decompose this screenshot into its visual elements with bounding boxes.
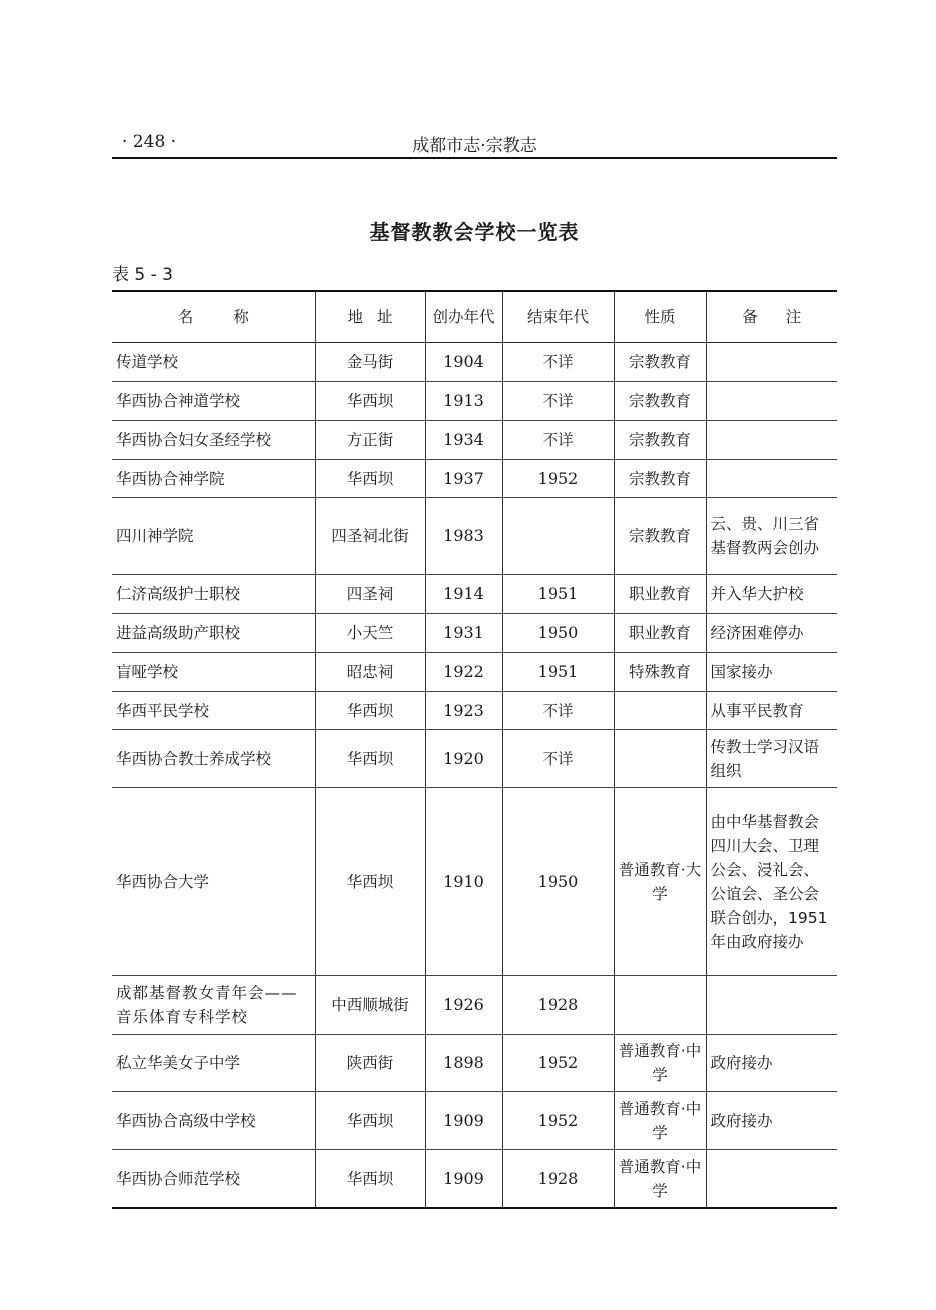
page-number: · 248 ·	[122, 132, 177, 152]
cell-note	[706, 976, 837, 1035]
table-row	[112, 1092, 837, 1150]
cell-note	[706, 382, 837, 421]
table-number: 表 5 - 3	[112, 265, 173, 285]
column-header-nature: 性质	[614, 291, 706, 343]
cell-address: 华西坝	[315, 1092, 425, 1150]
cell-name: 华西协合师范学校	[112, 1150, 315, 1209]
table-row	[112, 1035, 837, 1092]
cell-ended: 1928	[502, 1150, 614, 1209]
column-header-note: 备注	[706, 291, 837, 343]
table-row	[112, 575, 837, 614]
cell-nature	[614, 730, 706, 788]
cell-address: 华西坝	[315, 1150, 425, 1209]
cell-nature: 普通教育·大学	[614, 788, 706, 976]
table-title: 基督教教会学校一览表	[369, 220, 580, 244]
cell-founded: 1926	[425, 976, 502, 1035]
schools-table	[112, 290, 837, 1209]
cell-founded: 1909	[425, 1092, 502, 1150]
header-rule	[112, 157, 837, 159]
table-row	[112, 498, 837, 575]
cell-nature	[614, 976, 706, 1035]
cell-nature: 普通教育·中学	[614, 1035, 706, 1092]
cell-founded: 1909	[425, 1150, 502, 1209]
running-header	[112, 128, 837, 158]
table-row	[112, 1150, 837, 1209]
cell-founded: 1934	[425, 421, 502, 460]
cell-note	[706, 460, 837, 498]
cell-ended: 1952	[502, 460, 614, 498]
cell-founded: 1910	[425, 788, 502, 976]
cell-ended: 1950	[502, 614, 614, 653]
cell-address: 小天竺	[315, 614, 425, 653]
cell-name: 四川神学院	[112, 498, 315, 575]
table-row	[112, 788, 837, 976]
cell-founded: 1914	[425, 575, 502, 614]
column-header-address: 地址	[315, 291, 425, 343]
table-row	[112, 692, 837, 730]
cell-name: 盲哑学校	[112, 653, 315, 692]
cell-address: 昭忠祠	[315, 653, 425, 692]
cell-ended: 1951	[502, 575, 614, 614]
cell-ended: 1952	[502, 1092, 614, 1150]
cell-ended: 不详	[502, 382, 614, 421]
cell-founded: 1898	[425, 1035, 502, 1092]
table-row	[112, 653, 837, 692]
table-row	[112, 382, 837, 421]
cell-name: 华西协合教士养成学校	[112, 730, 315, 788]
cell-ended: 不详	[502, 692, 614, 730]
cell-address: 四圣祠北街	[315, 498, 425, 575]
cell-name: 进益高级助产职校	[112, 614, 315, 653]
cell-ended: 不详	[502, 421, 614, 460]
book-title: 成都市志·宗教志	[412, 136, 537, 156]
cell-name: 华西协合神道学校	[112, 382, 315, 421]
cell-ended: 1951	[502, 653, 614, 692]
cell-address: 华西坝	[315, 788, 425, 976]
cell-name: 私立华美女子中学	[112, 1035, 315, 1092]
cell-note	[706, 343, 837, 382]
cell-address: 金马街	[315, 343, 425, 382]
cell-note: 政府接办	[706, 1035, 837, 1092]
column-header-name: 名称	[112, 291, 315, 343]
column-header-ended: 结束年代	[502, 291, 614, 343]
cell-nature: 宗教教育	[614, 343, 706, 382]
cell-address: 华西坝	[315, 460, 425, 498]
cell-note: 由中华基督教会四川大会、卫理公会、浸礼会、公谊会、圣公会联合创办，1951 年由政府接办	[706, 788, 837, 976]
cell-address: 陕西街	[315, 1035, 425, 1092]
cell-address: 四圣祠	[315, 575, 425, 614]
cell-founded: 1904	[425, 343, 502, 382]
cell-address: 华西坝	[315, 382, 425, 421]
cell-name: 华西协合神学院	[112, 460, 315, 498]
table-row	[112, 343, 837, 382]
cell-ended: 1928	[502, 976, 614, 1035]
cell-address: 中西顺城街	[315, 976, 425, 1035]
cell-name: 仁济高级护士职校	[112, 575, 315, 614]
cell-note	[706, 1150, 837, 1209]
cell-note: 并入华大护校	[706, 575, 837, 614]
cell-address: 华西坝	[315, 730, 425, 788]
cell-nature: 普通教育·中学	[614, 1092, 706, 1150]
cell-ended: 不详	[502, 730, 614, 788]
cell-note: 传教士学习汉语组织	[706, 730, 837, 788]
cell-nature	[614, 692, 706, 730]
cell-ended: 1950	[502, 788, 614, 976]
cell-founded: 1923	[425, 692, 502, 730]
cell-note: 从事平民教育	[706, 692, 837, 730]
cell-founded: 1983	[425, 498, 502, 575]
cell-nature: 职业教育	[614, 575, 706, 614]
cell-name: 华西平民学校	[112, 692, 315, 730]
cell-note	[706, 421, 837, 460]
cell-name: 华西协合妇女圣经学校	[112, 421, 315, 460]
table-row	[112, 730, 837, 788]
cell-note: 经济困难停办	[706, 614, 837, 653]
cell-ended: 1952	[502, 1035, 614, 1092]
cell-founded: 1913	[425, 382, 502, 421]
cell-nature: 宗教教育	[614, 421, 706, 460]
cell-address: 华西坝	[315, 692, 425, 730]
column-header-founded: 创办年代	[425, 291, 502, 343]
cell-address: 方正街	[315, 421, 425, 460]
table-row	[112, 976, 837, 1035]
cell-nature: 宗教教育	[614, 460, 706, 498]
cell-nature: 普通教育·中学	[614, 1150, 706, 1209]
cell-name: 成都基督教女青年会——音乐体育专科学校	[112, 976, 315, 1035]
cell-note: 国家接办	[706, 653, 837, 692]
table-row	[112, 614, 837, 653]
cell-name: 华西协合高级中学校	[112, 1092, 315, 1150]
cell-note: 政府接办	[706, 1092, 837, 1150]
cell-nature: 职业教育	[614, 614, 706, 653]
cell-ended: 不详	[502, 343, 614, 382]
cell-name: 华西协合大学	[112, 788, 315, 976]
table-row	[112, 460, 837, 498]
cell-nature: 宗教教育	[614, 498, 706, 575]
cell-founded: 1931	[425, 614, 502, 653]
table-header-row	[112, 291, 837, 343]
cell-ended	[502, 498, 614, 575]
cell-note: 云、贵、川三省基督教两会创办	[706, 498, 837, 575]
cell-nature: 特殊教育	[614, 653, 706, 692]
cell-founded: 1922	[425, 653, 502, 692]
cell-founded: 1937	[425, 460, 502, 498]
cell-nature: 宗教教育	[614, 382, 706, 421]
table-row	[112, 421, 837, 460]
cell-founded: 1920	[425, 730, 502, 788]
cell-name: 传道学校	[112, 343, 315, 382]
